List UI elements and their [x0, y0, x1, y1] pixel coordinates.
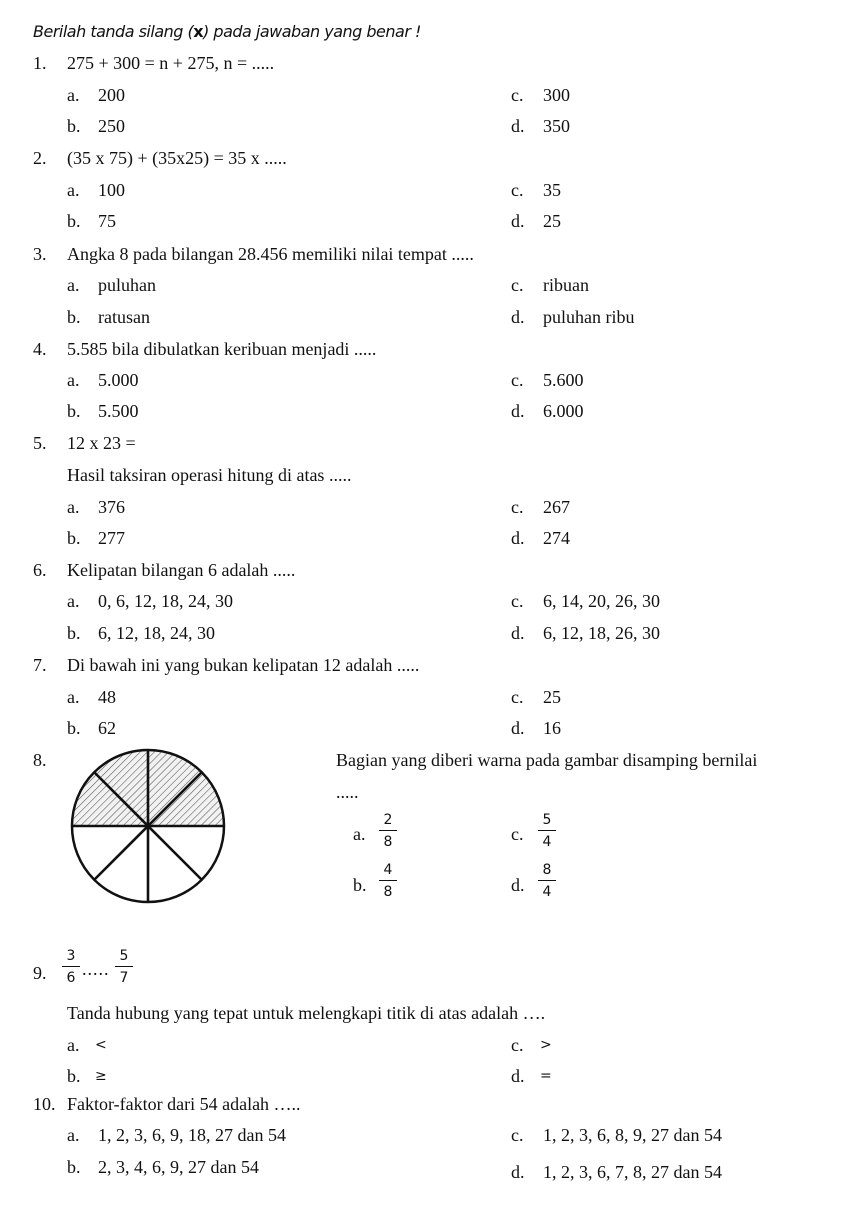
- q2-number: 2.: [33, 148, 47, 168]
- q9-fraction-1: [62, 948, 80, 986]
- instruction-after: ) pada jawaban yang benar !: [203, 22, 421, 41]
- q10-option-c-label[interactable]: c.: [511, 1125, 524, 1145]
- q7-option-c-text[interactable]: 25: [543, 687, 561, 707]
- q9-option-b-text[interactable]: ≥: [95, 1068, 107, 1084]
- q9-option-c-text[interactable]: >: [540, 1037, 552, 1053]
- q5-question: 12 x 23 =: [67, 433, 136, 453]
- q6-option-a-text[interactable]: 0, 6, 12, 18, 24, 30: [98, 591, 233, 611]
- q6-option-a-label[interactable]: a.: [67, 591, 80, 611]
- q8-option-b-numerator: 4: [383, 862, 393, 878]
- q8-option-d-denominator: 4: [542, 884, 552, 900]
- instruction-mark: x: [193, 22, 204, 41]
- q8-option-b-label[interactable]: b.: [353, 875, 367, 895]
- q4-option-d-text[interactable]: 6.000: [543, 401, 584, 421]
- q9-option-a-label[interactable]: a.: [67, 1035, 80, 1055]
- q1-question: 275 + 300 = n + 275, n = .....: [67, 53, 275, 73]
- q1-option-c-text[interactable]: 300: [543, 85, 570, 105]
- q4-number: 4.: [33, 339, 47, 359]
- q7-option-a-label[interactable]: a.: [67, 687, 80, 707]
- fraction-bar: [115, 966, 133, 967]
- q8-option-a-numerator: 2: [383, 812, 393, 828]
- q10-option-b-text[interactable]: 2, 3, 4, 6, 9, 27 dan 54: [98, 1157, 259, 1177]
- q3-question: Angka 8 pada bilangan 28.456 memiliki nilai tempat .....: [67, 244, 474, 264]
- q10-option-c-text[interactable]: 1, 2, 3, 6, 8, 9, 27 dan 54: [543, 1125, 722, 1145]
- q10-number: 10.: [33, 1094, 56, 1114]
- q8-option-c-label[interactable]: c.: [511, 824, 524, 844]
- q2-option-d-text[interactable]: 25: [543, 211, 561, 231]
- q1-option-d-label[interactable]: d.: [511, 116, 525, 136]
- q3-option-a-text[interactable]: puluhan: [98, 275, 156, 295]
- q2-question: (35 x 75) + (35x25) = 35 x .....: [67, 148, 287, 168]
- q2-option-d-label[interactable]: d.: [511, 211, 525, 231]
- q8-option-a-denominator: 8: [383, 834, 393, 850]
- q5-option-c-label[interactable]: c.: [511, 497, 524, 517]
- q9-fraction-2-denominator: 7: [119, 970, 129, 986]
- q9-question: Tanda hubung yang tepat untuk melengkapi titik di atas adalah ….: [67, 1003, 546, 1023]
- q3-number: 3.: [33, 244, 47, 264]
- fraction-bar: [538, 880, 556, 881]
- q4-option-c-text[interactable]: 5.600: [543, 370, 584, 390]
- q5-option-a-label[interactable]: a.: [67, 497, 80, 517]
- q4-option-b-text[interactable]: 5.500: [98, 401, 139, 421]
- instruction-before: Berilah tanda silang (: [33, 22, 194, 41]
- q9-fraction-1-denominator: 6: [66, 970, 76, 986]
- q9-option-d-label[interactable]: d.: [511, 1066, 525, 1086]
- q9-fraction-2: [115, 948, 133, 986]
- q8-option-c-denominator: 4: [542, 834, 552, 850]
- q9-option-a-text[interactable]: <: [95, 1037, 107, 1053]
- fraction-bar: [62, 966, 80, 967]
- q9-option-c-label[interactable]: c.: [511, 1035, 524, 1055]
- q2-option-c-label[interactable]: c.: [511, 180, 524, 200]
- q5-option-b-label[interactable]: b.: [67, 528, 81, 548]
- q2-option-a-label[interactable]: a.: [67, 180, 80, 200]
- q7-question: Di bawah ini yang bukan kelipatan 12 adalah .....: [67, 655, 420, 675]
- q3-option-a-label[interactable]: a.: [67, 275, 80, 295]
- fraction-bar: [379, 880, 397, 881]
- q4-option-b-label[interactable]: b.: [67, 401, 81, 421]
- q8-option-d-label[interactable]: d.: [511, 875, 525, 895]
- q8-question-dots: .....: [336, 782, 359, 802]
- q2-option-b-label[interactable]: b.: [67, 211, 81, 231]
- q3-option-c-label[interactable]: c.: [511, 275, 524, 295]
- q8-question: Bagian yang diberi warna pada gambar disamping bernilai: [336, 750, 758, 770]
- q10-option-b-label[interactable]: b.: [67, 1157, 81, 1177]
- fraction-bar: [538, 830, 556, 831]
- q2-option-c-text[interactable]: 35: [543, 180, 561, 200]
- q9-dots: .....: [82, 959, 110, 979]
- q6-question: Kelipatan bilangan 6 adalah .....: [67, 560, 296, 580]
- q8-circle-figure: [68, 746, 228, 906]
- q8-option-b-fraction[interactable]: [379, 862, 397, 900]
- q1-number: 1.: [33, 53, 47, 73]
- q9-fraction-2-numerator: 5: [119, 948, 129, 964]
- q8-option-b-denominator: 8: [383, 884, 393, 900]
- q6-option-c-label[interactable]: c.: [511, 591, 524, 611]
- q6-option-d-label[interactable]: d.: [511, 623, 525, 643]
- q1-option-a-text[interactable]: 200: [98, 85, 125, 105]
- q7-option-d-text[interactable]: 16: [543, 718, 561, 738]
- q7-option-b-text[interactable]: 62: [98, 718, 116, 738]
- q5-option-c-text[interactable]: 267: [543, 497, 570, 517]
- q8-option-d-numerator: 8: [542, 862, 552, 878]
- q7-option-d-label[interactable]: d.: [511, 718, 525, 738]
- q10-option-d-text[interactable]: 1, 2, 3, 6, 7, 8, 27 dan 54: [543, 1162, 722, 1182]
- q5-option-b-text[interactable]: 277: [98, 528, 125, 548]
- q4-option-d-label[interactable]: d.: [511, 401, 525, 421]
- q3-option-d-label[interactable]: d.: [511, 307, 525, 327]
- q3-option-b-text[interactable]: ratusan: [98, 307, 150, 327]
- q2-option-a-text[interactable]: 100: [98, 180, 125, 200]
- q6-option-b-label[interactable]: b.: [67, 623, 81, 643]
- q6-number: 6.: [33, 560, 47, 580]
- q3-option-b-label[interactable]: b.: [67, 307, 81, 327]
- q5-option-d-label[interactable]: d.: [511, 528, 525, 548]
- q1-option-b-label[interactable]: b.: [67, 116, 81, 136]
- q8-option-d-fraction[interactable]: [538, 862, 556, 900]
- q5-question-line2: Hasil taksiran operasi hitung di atas .....: [67, 465, 352, 485]
- q1-option-d-text[interactable]: 350: [543, 116, 570, 136]
- q7-option-c-label[interactable]: c.: [511, 687, 524, 707]
- q4-option-a-text[interactable]: 5.000: [98, 370, 139, 390]
- q6-option-d-text[interactable]: 6, 12, 18, 26, 30: [543, 623, 660, 643]
- q8-number: 8.: [33, 750, 47, 770]
- q10-question: Faktor-faktor dari 54 adalah …..: [67, 1094, 301, 1114]
- q3-option-c-text[interactable]: ribuan: [543, 275, 589, 295]
- q9-fraction-1-numerator: 3: [66, 948, 76, 964]
- q4-question: 5.585 bila dibulatkan keribuan menjadi .....: [67, 339, 377, 359]
- q10-option-d-label[interactable]: d.: [511, 1162, 525, 1182]
- q10-option-a-label[interactable]: a.: [67, 1125, 80, 1145]
- q7-option-b-label[interactable]: b.: [67, 718, 81, 738]
- q3-option-d-text[interactable]: puluhan ribu: [543, 307, 635, 327]
- q1-option-c-label[interactable]: c.: [511, 85, 524, 105]
- q9-number: 9.: [33, 963, 47, 983]
- q7-number: 7.: [33, 655, 47, 675]
- q2-option-b-text[interactable]: 75: [98, 211, 116, 231]
- q1-option-b-text[interactable]: 250: [98, 116, 125, 136]
- fraction-bar: [379, 830, 397, 831]
- instruction: [33, 21, 421, 43]
- q8-option-c-fraction[interactable]: [538, 812, 556, 850]
- q5-option-d-text[interactable]: 274: [543, 528, 570, 548]
- q1-option-a-label[interactable]: a.: [67, 85, 80, 105]
- q4-option-a-label[interactable]: a.: [67, 370, 80, 390]
- q10-option-a-text[interactable]: 1, 2, 3, 6, 9, 18, 27 dan 54: [98, 1125, 286, 1145]
- q9-option-d-text[interactable]: =: [540, 1068, 552, 1084]
- q6-option-b-text[interactable]: 6, 12, 18, 24, 30: [98, 623, 215, 643]
- q8-option-a-fraction[interactable]: [379, 812, 397, 850]
- q8-option-c-numerator: 5: [542, 812, 552, 828]
- q8-option-a-label[interactable]: a.: [353, 824, 366, 844]
- q4-option-c-label[interactable]: c.: [511, 370, 524, 390]
- q6-option-c-text[interactable]: 6, 14, 20, 26, 30: [543, 591, 660, 611]
- q5-number: 5.: [33, 433, 47, 453]
- q7-option-a-text[interactable]: 48: [98, 687, 116, 707]
- q5-option-a-text[interactable]: 376: [98, 497, 125, 517]
- q9-option-b-label[interactable]: b.: [67, 1066, 81, 1086]
